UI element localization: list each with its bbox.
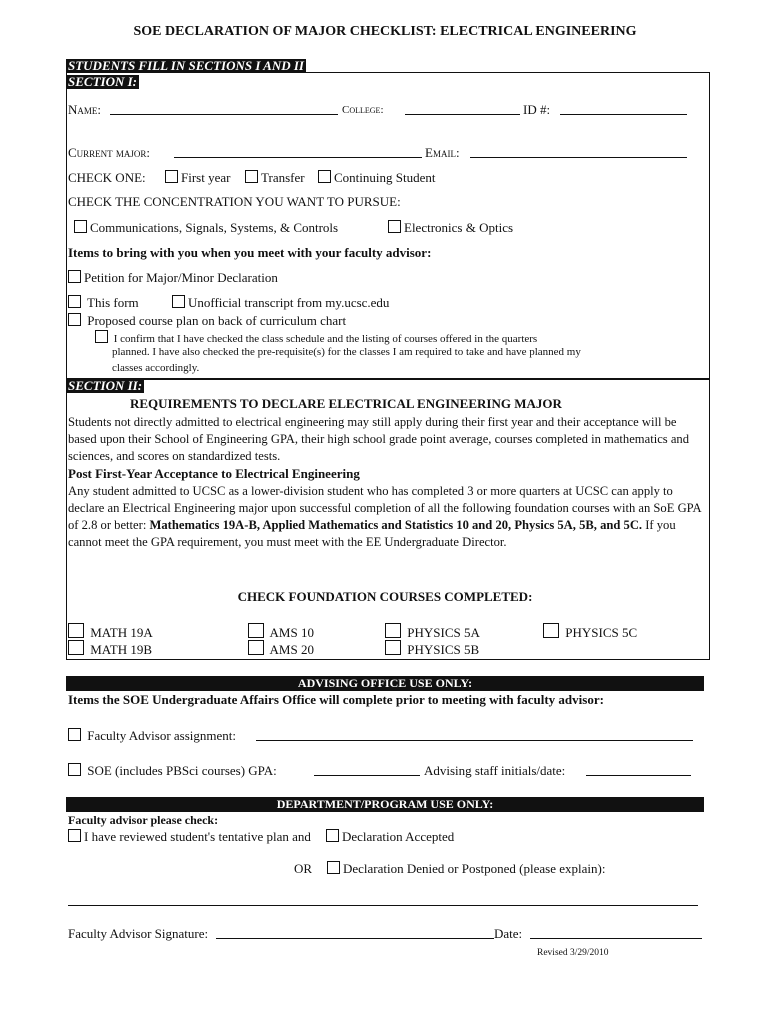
date-label: Date:	[494, 926, 523, 941]
checkbox-icon[interactable]	[68, 270, 81, 283]
checkbox-icon[interactable]	[385, 640, 401, 655]
checkbox-icon[interactable]	[68, 313, 81, 326]
gpa-field[interactable]	[314, 765, 420, 776]
check-ams-10[interactable]: AMS 10	[248, 623, 314, 641]
checkbox-icon[interactable]	[248, 623, 264, 638]
confirm-line-2: planned. I have also checked the pre-requisite(s) for the classes I am required to take and have planned my	[112, 346, 581, 358]
check-physics-5b[interactable]: PHYSICS 5B	[385, 640, 479, 658]
advising-staff-field[interactable]	[586, 765, 691, 776]
signature-field[interactable]	[216, 928, 494, 939]
checkbox-icon[interactable]	[165, 170, 178, 183]
section-2-label: SECTION II:	[68, 378, 143, 393]
check-transcript[interactable]: Unofficial transcript from my.ucsc.edu	[172, 295, 389, 311]
date-field[interactable]	[530, 928, 702, 939]
revised-date: Revised 3/29/2010	[537, 948, 609, 958]
or-label: OR	[294, 861, 313, 876]
advising-staff-label: Advising staff initials/date:	[424, 763, 566, 778]
email-field[interactable]	[470, 147, 687, 158]
check-one-label: CHECK ONE:	[68, 170, 146, 185]
checkbox-icon[interactable]	[74, 220, 87, 233]
faculty-check-heading: Faculty advisor please check:	[68, 813, 219, 827]
explain-field[interactable]	[68, 895, 698, 906]
college-label: College:	[342, 104, 384, 116]
checkbox-icon[interactable]	[95, 330, 108, 343]
check-confirm[interactable]: I confirm that I have checked the class schedule and the listing of courses offered in the quarters	[95, 330, 537, 345]
checkbox-icon[interactable]	[318, 170, 331, 183]
students-fill-banner: STUDENTS FILL IN SECTIONS I AND II	[68, 58, 304, 73]
checkbox-icon[interactable]	[68, 640, 84, 655]
department-bar: DEPARTMENT/PROGRAM USE ONLY:	[66, 797, 704, 812]
check-physics-5c[interactable]: PHYSICS 5C	[543, 623, 637, 641]
checkbox-icon[interactable]	[326, 829, 339, 842]
checkbox-icon[interactable]	[68, 728, 81, 741]
check-denied[interactable]: Declaration Denied or Postponed (please explain):	[327, 861, 605, 877]
check-continuing[interactable]: Continuing Student	[318, 170, 435, 186]
check-electronics[interactable]: Electronics & Optics	[388, 220, 513, 236]
checkbox-icon[interactable]	[327, 861, 340, 874]
section-1-label: SECTION I:	[68, 74, 137, 89]
check-physics-5a[interactable]: PHYSICS 5A	[385, 623, 480, 641]
checkbox-icon[interactable]	[385, 623, 401, 638]
email-label: Email:	[425, 145, 460, 160]
checkbox-icon[interactable]	[248, 640, 264, 655]
advising-heading: Items the SOE Undergraduate Affairs Office will complete prior to meeting with faculty advisor:	[68, 692, 604, 707]
page-title: SOE DECLARATION OF MAJOR CHECKLIST: ELECTRICAL ENGINEERING	[133, 24, 637, 39]
id-label: ID #:	[523, 102, 551, 117]
id-field[interactable]	[560, 104, 687, 115]
confirm-line-3: classes accordingly.	[112, 362, 200, 374]
faculty-assignment-field[interactable]	[256, 730, 693, 741]
checkbox-icon[interactable]	[543, 623, 559, 638]
check-transfer[interactable]: Transfer	[245, 170, 305, 186]
items-heading: Items to bring with you when you meet with your faculty advisor:	[68, 245, 432, 260]
checkbox-icon[interactable]	[68, 763, 81, 776]
post-first-year-paragraph: Any student admitted to UCSC as a lower-division student who has completed 3 or more quarters at UCSC can apply to declare an Electrical Engineering major upon successful completion of all the following foundation courses with an SoE GPA of 2.8 or better: Mathematics 19A-B, Applied Mathematics and Statistics 10 and 20, Physics 5A, 5B, and 5C. If you cannot meet the GPA requirement, you must meet with the EE Undergraduate Director.	[68, 484, 701, 549]
name-label: Name:	[68, 102, 101, 117]
post-first-year-heading: Post First-Year Acceptance to Electrical Engineering	[68, 466, 360, 481]
current-major-field[interactable]	[174, 147, 422, 158]
check-course-plan[interactable]: Proposed course plan on back of curriculum chart	[68, 313, 346, 329]
checkbox-icon[interactable]	[388, 220, 401, 233]
checkbox-icon[interactable]	[245, 170, 258, 183]
section-2-heading: REQUIREMENTS TO DECLARE ELECTRICAL ENGINEERING MAJOR	[130, 396, 562, 411]
check-first-year[interactable]: First year	[165, 170, 230, 186]
check-communications[interactable]: Communications, Signals, Systems, & Controls	[74, 220, 338, 236]
signature-label: Faculty Advisor Signature:	[68, 926, 209, 941]
check-soe-gpa[interactable]: SOE (includes PBSci courses) GPA:	[68, 763, 277, 779]
check-math-19a[interactable]: MATH 19A	[68, 623, 153, 641]
section-2-paragraph: Students not directly admitted to electrical engineering may still apply during their first year and their acceptance will be based upon their School of Engineering GPA, their high school grade point average, courses completed in mathematics and sciences, and scores on standardized tests.	[68, 415, 690, 463]
check-foundation-heading: CHECK FOUNDATION COURSES COMPLETED:	[237, 589, 533, 604]
check-math-19b[interactable]: MATH 19B	[68, 640, 152, 658]
college-field[interactable]	[405, 104, 520, 115]
check-this-form[interactable]: This form	[68, 295, 139, 311]
current-major-label: Current major:	[68, 145, 151, 160]
checkbox-icon[interactable]	[68, 829, 81, 842]
check-accepted[interactable]: Declaration Accepted	[326, 829, 454, 845]
name-field[interactable]	[110, 104, 338, 115]
check-faculty-assignment[interactable]: Faculty Advisor assignment:	[68, 728, 236, 744]
check-reviewed[interactable]: I have reviewed student's tentative plan and	[68, 829, 311, 845]
checkbox-icon[interactable]	[68, 295, 81, 308]
checkbox-icon[interactable]	[172, 295, 185, 308]
advising-office-bar: ADVISING OFFICE USE ONLY:	[66, 676, 704, 691]
concentration-label: CHECK THE CONCENTRATION YOU WANT TO PURSUE:	[68, 194, 401, 209]
checkbox-icon[interactable]	[68, 623, 84, 638]
check-ams-20[interactable]: AMS 20	[248, 640, 314, 658]
check-petition[interactable]: Petition for Major/Minor Declaration	[68, 270, 278, 286]
